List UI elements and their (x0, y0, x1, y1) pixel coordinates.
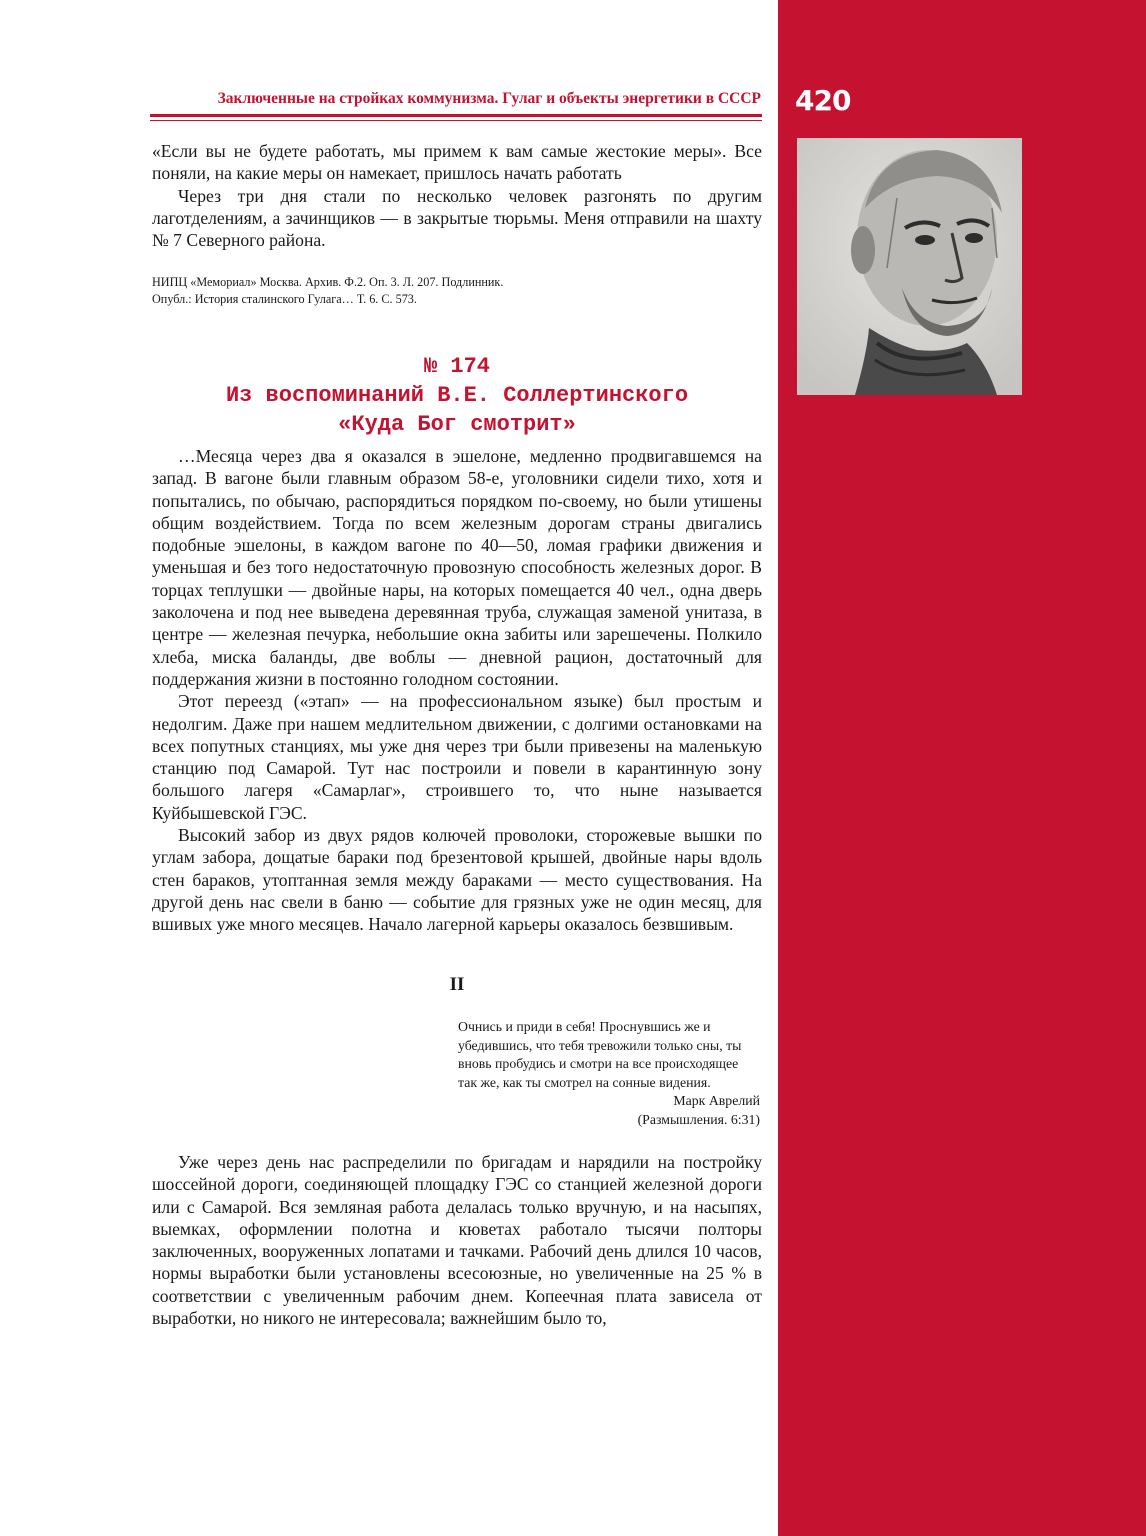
epigraph-text: Очнись и приди в себя! Проснувшись же и убедившись, что тебя тревожили только сны, ты вновь пробудись и смотри на все происходящее так же, как ты смотрел на сонные видения. (458, 1019, 742, 1090)
epigraph-source: (Размышления. 6:31) (637, 1111, 760, 1127)
section-numeral: II (449, 974, 465, 995)
body-paragraph: Высокий забор из двух рядов колючей проволоки, сторожевые вышки по углам забора, дощатые бараки под брезентовой крышей, двойные нары вдоль стен бараков, утоптанная земля между бараками — место существования. На другой день нас свели в баню — событие для грязных уже не один месяц, для вшивых уже много месяцев. Начало лагерной карьеры оказалось безвшивым. (152, 825, 762, 935)
header-rule-thick (150, 114, 762, 117)
body-paragraph: Уже через день нас распределили по бригадам и нарядили на постройку шоссейной дороги, соединяющей площадку ГЭС со станцией железной дороги или с Самарой. Вся земляная работа делалась только вручную, и на насыпях, выемках, оформлении полотна и кюветах работало тысячи полторы заключенных, вооруженных лопатами и тачками. Рабочий день длился 10 часов, нормы выработки были установлены всесоюзные, но увеличенные на 25 % в соответствии с увеличенным рабочим днем. Копеечная плата зависела от выработки, но никого не интересовала; важнейшим было то, (152, 1152, 762, 1329)
epigraph-author: Марк Аврелий (673, 1093, 760, 1109)
archival-source-note (152, 274, 762, 308)
document-number: № 174 (423, 354, 490, 379)
body-paragraph: …Месяца через два я оказался в эшелоне, медленно продвигавшемся на запад. В вагоне были главным образом 58-е, уголовники сидели тихо, хотя и попытались, по обычаю, распорядиться порядком по-своему, но были утишены общим воздействием. Тогда по всем железным дорогам страны двигались подобные эшелоны, в каждом вагоне по 40—50, ломая графики движения и уменьшая и без того недостаточную провозную способность железных дорог. В торцах теплушки — двойные нары, на которых помещается 40 чел., одна дверь заколочена и под нее выведена деревянная труба, служащая заменой унитаза, в центре — железная печурка, небольшие окна забиты или зарешечены. Полкило хлеба, миска баланды, две воблы — дневной рацион, достаточный для поддержания жизни в постоянно голодном состоянии. (152, 446, 762, 689)
document-subtitle: «Куда Бог смотрит» (338, 412, 576, 437)
source-line: НИПЦ «Мемориал» Москва. Архив. Ф.2. Оп. 3. Л. 207. Подлинник. (152, 275, 504, 289)
document-title: Из воспоминаний В.Е. Соллертинского (225, 383, 689, 408)
running-header-title: Заключенные на стройках коммунизма. Гулаг и объекты энергетики в СССР (217, 90, 761, 107)
part-one-text-block (152, 445, 762, 936)
epigraph (458, 1018, 760, 1130)
intro-text-block (152, 140, 762, 251)
body-paragraph: Этот переезд («этап» — на профессиональном языке) был простым и недолгим. Даже при нашем медлительном движении, с долгими остановками на всех попутных станциях, мы уже дня через три были привезены на маленькую станцию под Самарой. Тут нас построили и повели в карантинную зону большого лагеря «Самарлаг», строившего то, что ныне называется Куйбышевской ГЭС. (152, 691, 762, 823)
part-two-text-block (152, 1151, 762, 1329)
header-rule-thin (150, 120, 762, 121)
intro-paragraph: Через три дня стали по несколько человек разгонять по другим лаготделениям, а зачинщиков — в закрытые тюрьмы. Меня отправили на шахту № 7 Северного района. (152, 185, 762, 251)
source-line: Опубл.: История сталинского Гулага… Т. 6. С. 573. (152, 292, 417, 306)
document-heading (152, 352, 762, 439)
intro-paragraph: «Если вы не будете работать, мы примем к вам самые жестокие меры». Все поняли, на какие меры он намекает, пришлось начать работать (152, 141, 762, 184)
portrait-drawing-icon (797, 138, 1022, 395)
page-number: 420 (795, 84, 851, 117)
